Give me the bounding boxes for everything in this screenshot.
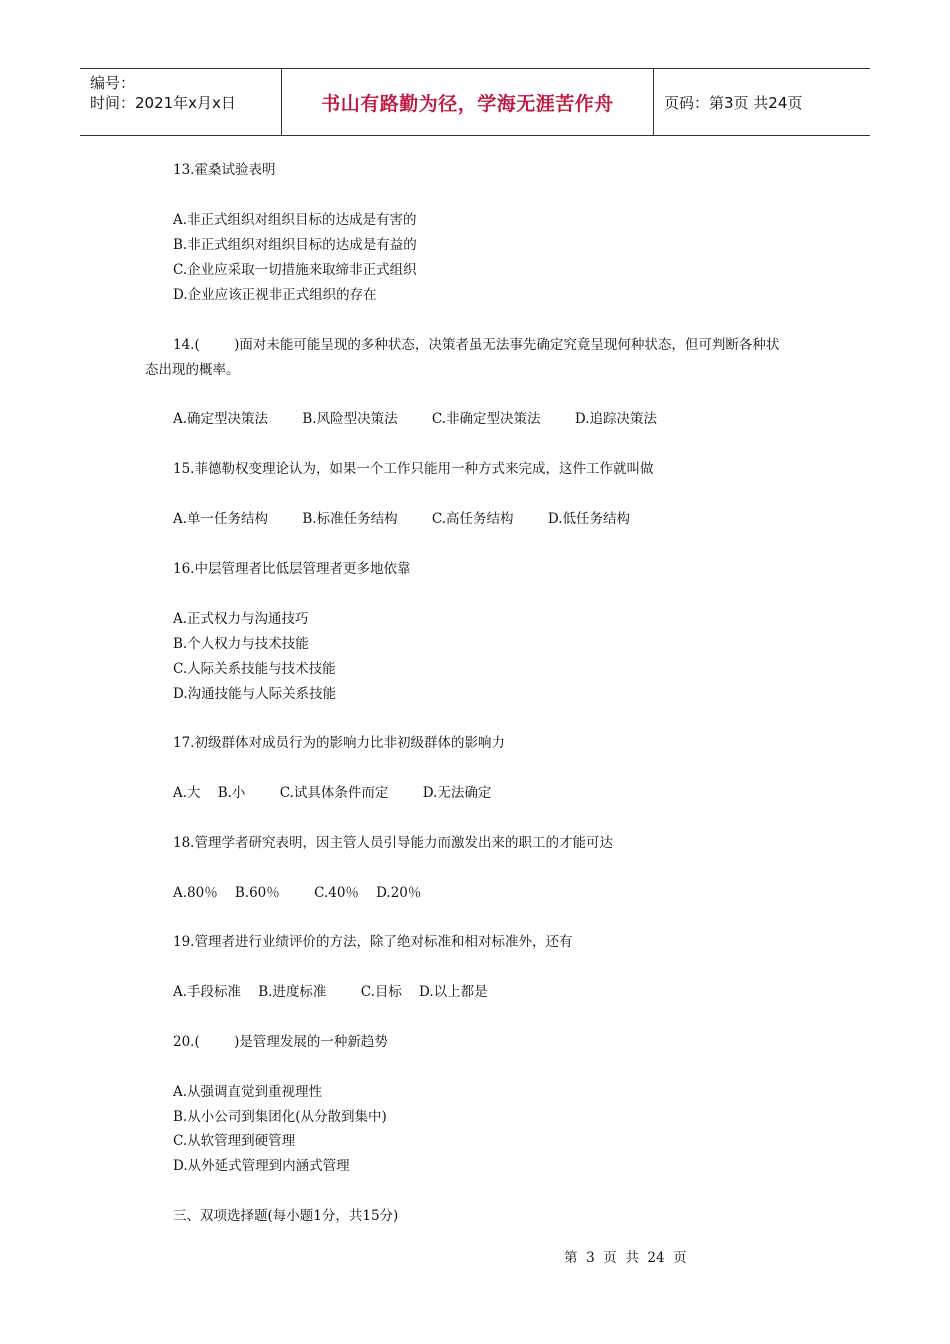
page-footer: 第 3 页 共 24 页 xyxy=(564,1250,687,1266)
page-header xyxy=(80,68,870,136)
section-title: 三、双项选择题(每小题1分，共15分) xyxy=(173,1208,399,1224)
question-stem: 14.( )面对未能可能呈现的多种状态，决策者虽无法事先确定究竟呈现何种状态，但可判断各种状 xyxy=(173,337,780,353)
page-info: 页码：第3页 共24页 xyxy=(664,93,803,112)
question-stem: 16.中层管理者比低层管理者更多地依靠 xyxy=(173,561,411,577)
header-page-cell xyxy=(654,69,870,135)
option: C.企业应采取一切措施来取缔非正式组织 xyxy=(173,262,417,278)
question-stem: 20.( )是管理发展的一种新趋势 xyxy=(173,1034,388,1050)
options-row: A.80％ B.60％ C.40％ D.20％ xyxy=(173,885,422,901)
options-row: A.大 B.小 C.试具体条件而定 D.无法确定 xyxy=(173,785,492,801)
option: D.从外延式管理到内涵式管理 xyxy=(173,1158,350,1174)
options-row: A.单一任务结构 B.标准任务结构 C.高任务结构 D.低任务结构 xyxy=(173,511,631,527)
header-meta xyxy=(80,69,282,135)
option: C.人际关系技能与技术技能 xyxy=(173,661,336,677)
option: B.个人权力与技术技能 xyxy=(173,636,309,652)
option: C.从软管理到硬管理 xyxy=(173,1133,296,1149)
options-row: A.确定型决策法 B.风险型决策法 C.非确定型决策法 D.追踪决策法 xyxy=(173,411,658,427)
option: B.非正式组织对组织目标的达成是有益的 xyxy=(173,237,417,253)
question-stem-continued: 态出现的概率。 xyxy=(145,362,240,378)
motto: 书山有路勤为径，学海无涯苦作舟 xyxy=(321,92,614,115)
option: A.从强调直觉到重视理性 xyxy=(173,1084,323,1100)
question-stem: 18.管理学者研究表明，因主管人员引导能力而激发出来的职工的才能可达 xyxy=(173,835,613,851)
option: D.企业应该正视非正式组织的存在 xyxy=(173,287,377,303)
time-label: 时间：2021年x月x日 xyxy=(90,94,236,112)
question-stem: 19.管理者进行业绩评价的方法，除了绝对标准和相对标准外，还有 xyxy=(173,934,573,950)
code-label: 编号： xyxy=(90,74,136,92)
question-stem: 13.霍桑试验表明 xyxy=(173,162,276,178)
question-stem: 17.初级群体对成员行为的影响力比非初级群体的影响力 xyxy=(173,735,505,751)
option: D.沟通技能与人际关系技能 xyxy=(173,686,337,702)
options-row: A.手段标准 B.进度标准 C.目标 D.以上都是 xyxy=(173,984,488,1000)
option: A.非正式组织对组织目标的达成是有害的 xyxy=(173,212,417,228)
header-motto-cell xyxy=(282,69,654,135)
question-stem: 15.菲德勒权变理论认为，如果一个工作只能用一种方式来完成，这件工作就叫做 xyxy=(173,461,654,477)
option: B.从小公司到集团化(从分散到集中) xyxy=(173,1109,387,1125)
option: A.正式权力与沟通技巧 xyxy=(173,611,309,627)
